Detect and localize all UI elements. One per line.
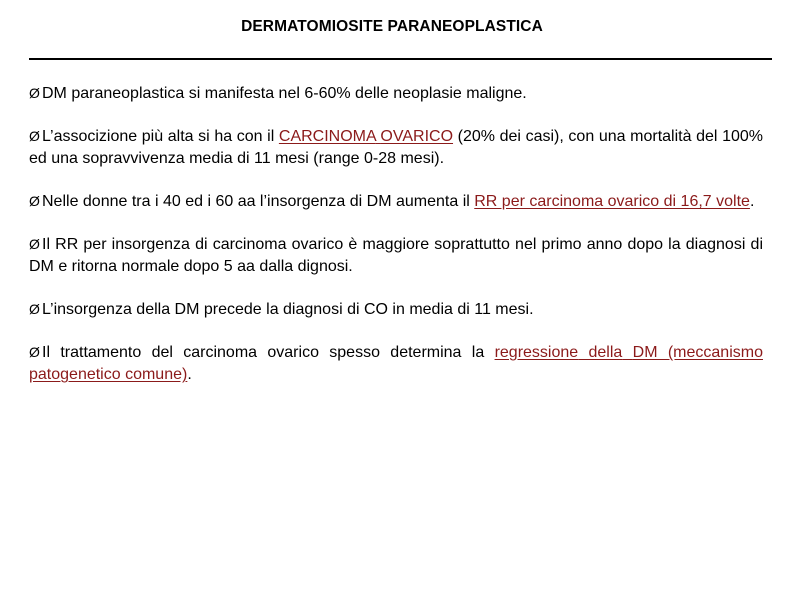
arrow-bullet-icon: Ø: [29, 85, 40, 101]
paragraph-text: DM paraneoplastica si manifesta nel 6-60% delle neoplasie maligne.: [42, 85, 527, 102]
highlight-gap: [622, 344, 632, 361]
title-divider: [29, 58, 772, 60]
arrow-bullet-icon: Ø: [29, 236, 40, 252]
highlight-regressione: regressione: [494, 344, 579, 361]
paragraph-relative-risk: [29, 190, 763, 213]
paragraph-rr-timing: [29, 233, 763, 278]
highlight-gap: [578, 344, 588, 361]
paragraph-onset: [29, 298, 763, 321]
paragraph-text: .: [749, 193, 755, 210]
slide-body: [29, 82, 763, 406]
paragraph-text: L’insorgenza della DM precede la diagnosi di CO in media di 11 mesi.: [42, 301, 534, 318]
paragraph-incidence: [29, 82, 763, 105]
paragraph-text: Nelle donne tra i 40 ed i 60 aa l’insorgenza di DM aumenta il: [42, 193, 475, 210]
highlight-rr: RR per carcinoma ovarico di 16,7 volte: [474, 193, 750, 210]
slide-title: DERMATOMIOSITE PARANEOPLASTICA: [241, 18, 543, 35]
paragraph-treatment: [29, 341, 763, 386]
highlight-mechanism: DM (meccanismo patogenetico comune): [29, 344, 763, 383]
arrow-bullet-icon: Ø: [29, 128, 40, 144]
arrow-bullet-icon: Ø: [29, 193, 40, 209]
arrow-bullet-icon: Ø: [29, 344, 40, 360]
highlight-della: della: [588, 344, 623, 361]
paragraph-text: (20% dei casi), con una mortalità del 100% ed una sopravvivenza media di 11 mesi (range 0-28 mesi).: [29, 128, 763, 167]
highlight-ovarico: OVARICO: [380, 128, 454, 145]
arrow-bullet-icon: Ø: [29, 301, 40, 317]
paragraph-text: L’associzione più alta si ha con il: [42, 128, 279, 145]
highlight-carcinoma: CARCINOMA: [278, 128, 376, 145]
paragraph-text: Il RR per insorgenza di carcinoma ovarico è maggiore soprattutto nel primo anno dopo la diagnosi di DM e ritorna normale dopo 5 aa dalla dignosi.: [29, 236, 763, 275]
paragraph-text: Il trattamento del carcinoma ovarico spesso determina la: [42, 344, 495, 361]
paragraph-text: .: [187, 366, 192, 383]
paragraph-association: [29, 125, 763, 170]
